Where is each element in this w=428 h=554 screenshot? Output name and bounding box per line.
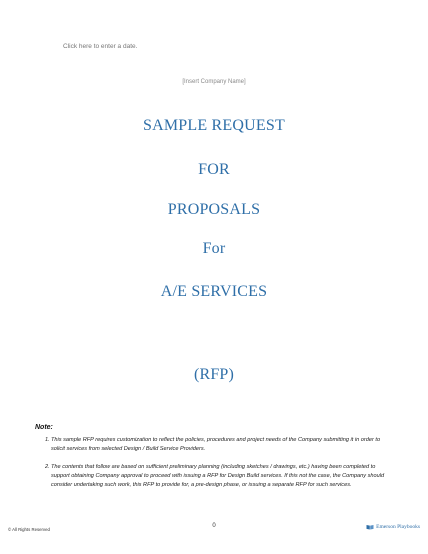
title-line-5: A/E SERVICES [160,283,268,300]
page-number: 0 [212,523,216,529]
title-line-3: PROPOSALS [167,201,261,218]
note-item-text: The contents that follow are based on sufficient preliminary planning (including sketches / drawings, etc.) having been completed to support obtaining Company approval to proceed with issuing a RFP for Design Build services. If this not the case, the Company should consider undertaking such work, this RFP to provide for, a pre-design phase, or issuing a separate RFP for such services. [51,464,385,488]
book-icon [366,524,374,530]
title-line-6: (RFP) [193,366,235,383]
note-item-text: This sample RFP requires customization to reflect the policies, procedures and project needs of the Company submitting it in order to solicit services from selected Design / Build Service Providers. [51,437,381,452]
note-label: Note: [35,424,53,431]
note-item [45,463,386,489]
title-line-2: FOR [198,161,230,178]
date-picker-field[interactable]: Click here to enter a date. [63,43,138,50]
brand-name: Emerson Playbooks [376,524,420,530]
company-name-field[interactable]: [Insert Company Name] [182,79,246,85]
note-item [45,436,386,454]
note-item-number: 1. [45,437,50,443]
footer-rights: © All Rights Reserved [8,527,50,532]
brand-logo [366,524,420,530]
title-line-1: SAMPLE REQUEST [143,117,285,134]
note-item-number: 2. [45,464,50,470]
title-line-4: For [202,240,226,257]
